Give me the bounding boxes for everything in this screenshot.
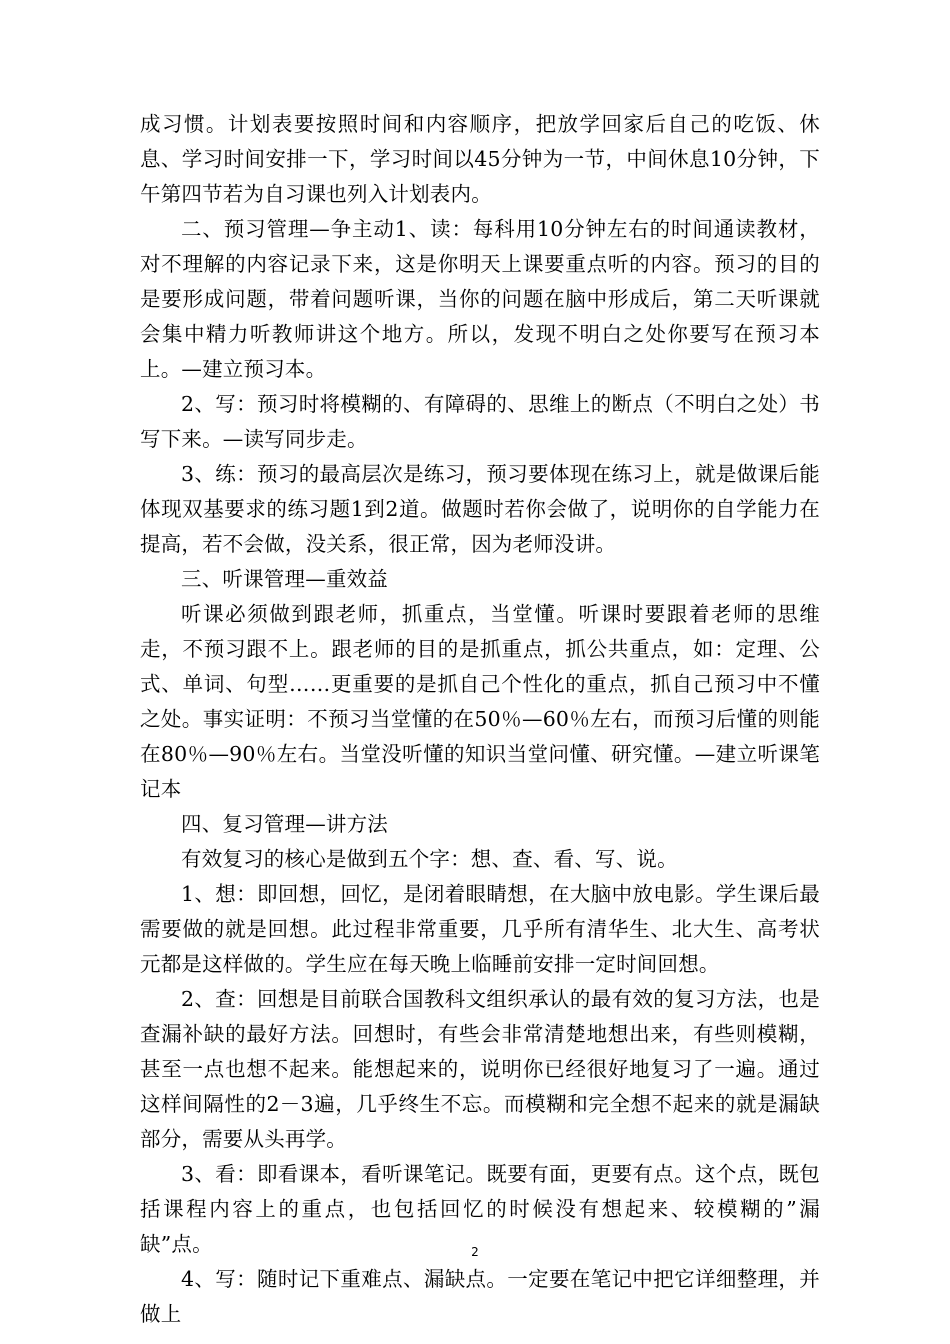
document-body <box>140 107 820 1332</box>
paragraph-preview-practice: 3、练：预习的最高层次是练习，预习要体现在练习上，就是做课后能体现双基要求的练习题1到2道。做题时若你会做了，说明你的自学能力在提高，若不会做，没关系，很正常，因为老师没讲。 <box>140 462 820 556</box>
paragraph-review-check: 2、查：回想是目前联合国教科文组织承认的最有效的复习方法，也是查漏补缺的最好方法。回想时，有些会非常清楚地想出来，有些则模糊，甚至一点也想不起来。能想起来的，说明你已经很好地复习了一遍。通过这样间隔性的2－3遍，几乎终生不忘。而模糊和完全想不起来的就是漏缺部分，需要从头再学。 <box>140 987 820 1151</box>
paragraph-review-write: 4、写：随时记下重难点、漏缺点。一定要在笔记中把它详细整理，并做上 <box>140 1267 820 1326</box>
paragraph-continuation: 成习惯。计划表要按照时间和内容顺序，把放学回家后自己的吃饭、休息、学习时间安排一下，学习时间以45分钟为一节，中间休息10分钟，下午第四节若为自习课也列入计划表内。 <box>140 112 820 206</box>
heading-listening-management: 三、听课管理—重效益 <box>181 567 388 591</box>
heading-review-management: 四、复习管理—讲方法 <box>181 812 388 836</box>
paragraph-review-look: 3、看：即看课本，看听课笔记。既要有面，更要有点。这个点，既包括课程内容上的重点，也包括回忆的时候没有想起来、较模糊的”漏缺”点。 <box>140 1162 820 1256</box>
paragraph-listening: 听课必须做到跟老师，抓重点，当堂懂。听课时要跟着老师的思维走，不预习跟不上。跟老师的目的是抓重点，抓公共重点，如：定理、公式、单词、句型……更重要的是抓自己个性化的重点，抓自己预习中不懂之处。事实证明：不预习当堂懂的在50％—60％左右，而预习后懂的则能在80％—90％左右。当堂没听懂的知识当堂问懂、研究懂。—建立听课笔记本 <box>140 602 820 801</box>
paragraph-review-core: 有效复习的核心是做到五个字：想、查、看、写、说。 <box>181 847 678 871</box>
paragraph-preview-management: 二、预习管理—争主动1、读：每科用10分钟左右的时间通读教材，对不理解的内容记录下来，这是你明天上课要重点听的内容。预习的目的是要形成问题，带着问题听课，当你的问题在脑中形成后，第二天听课就会集中精力听教师讲这个地方。所以，发现不明白之处你要写在预习本上。—建立预习本。 <box>140 217 820 381</box>
page-number: 2 <box>471 1245 479 1259</box>
paragraph-preview-write: 2、写：预习时将模糊的、有障碍的、思维上的断点（不明白之处）书写下来。—读写同步走。 <box>140 392 820 451</box>
paragraph-review-think: 1、想：即回想，回忆，是闭着眼睛想，在大脑中放电影。学生课后最需要做的就是回想。此过程非常重要，几乎所有清华生、北大生、高考状元都是这样做的。学生应在每天晚上临睡前安排一定时间回想。 <box>140 882 820 976</box>
